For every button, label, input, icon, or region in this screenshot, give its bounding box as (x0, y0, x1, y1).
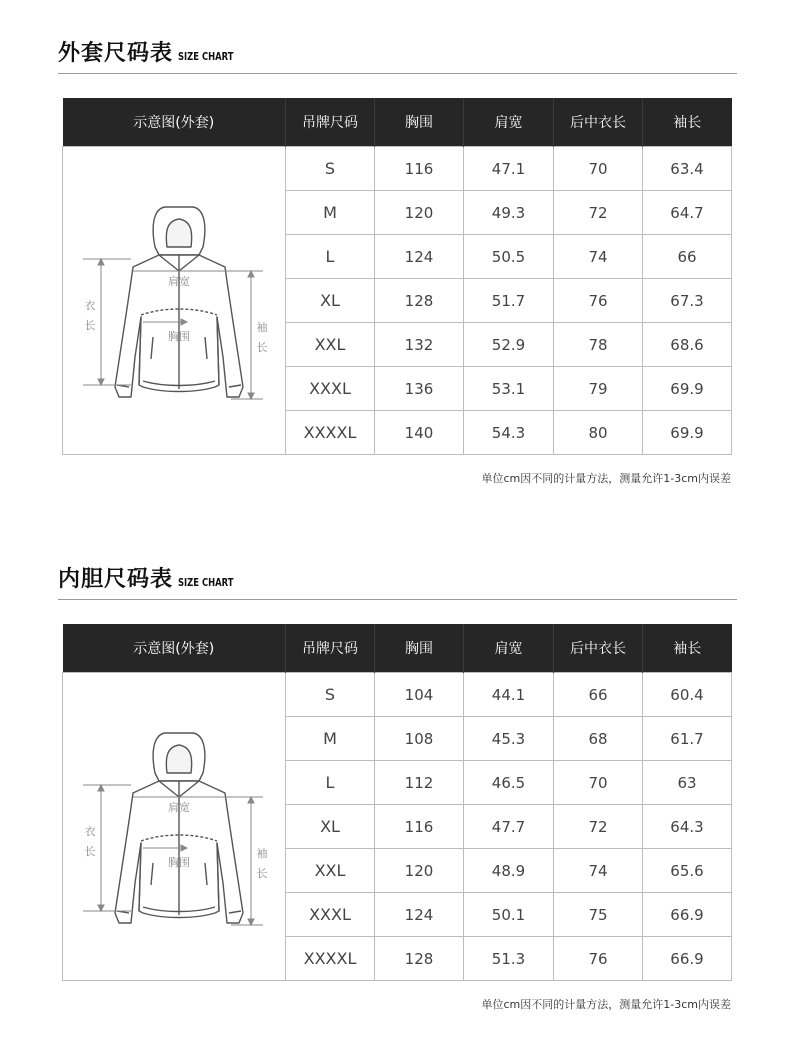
header-sleeve: 袖长 (643, 624, 732, 673)
jacket-diagram-cell (63, 673, 286, 981)
size-cell: S (286, 673, 375, 717)
header-shoulder: 肩宽 (464, 98, 554, 147)
shoulder-cell: 45.3 (464, 717, 554, 761)
header-length: 后中衣长 (554, 98, 643, 147)
chest-label: 胸围 (168, 856, 190, 869)
chest-label: 胸围 (168, 330, 190, 343)
chest-cell: 132 (375, 323, 464, 367)
length-label-2: 长 (84, 845, 96, 858)
shoulder-cell: 47.7 (464, 805, 554, 849)
length-cell: 74 (554, 849, 643, 893)
heading-divider (58, 599, 737, 600)
shoulder-cell: 53.1 (464, 367, 554, 411)
chest-cell: 140 (375, 411, 464, 455)
size-table (62, 624, 732, 981)
sleeve-label-2: 长 (256, 867, 268, 880)
section-subtitle: SIZE CHART (178, 50, 234, 63)
sleeve-cell: 69.9 (643, 367, 732, 411)
section-subtitle: SIZE CHART (178, 576, 234, 589)
shoulder-cell: 49.3 (464, 191, 554, 235)
header-sleeve: 袖长 (643, 98, 732, 147)
measurement-note: 单位cm因不同的计量方法，测量允许1-3cm内误差 (481, 998, 731, 1011)
chest-cell: 108 (375, 717, 464, 761)
size-cell: XXL (286, 849, 375, 893)
sleeve-cell: 67.3 (643, 279, 732, 323)
size-cell: M (286, 191, 375, 235)
length-cell: 75 (554, 893, 643, 937)
header-figure: 示意图(外套) (63, 624, 286, 673)
sleeve-label-1: 袖 (256, 321, 268, 334)
shoulder-cell: 47.1 (464, 147, 554, 191)
measurement-note: 单位cm因不同的计量方法，测量允许1-3cm内误差 (481, 472, 731, 485)
length-cell: 72 (554, 805, 643, 849)
length-cell: 80 (554, 411, 643, 455)
sleeve-cell: 65.6 (643, 849, 732, 893)
chest-cell: 120 (375, 849, 464, 893)
chest-cell: 128 (375, 937, 464, 981)
table-row (63, 673, 732, 717)
shoulder-label: 肩宽 (168, 275, 190, 288)
header-shoulder: 肩宽 (464, 624, 554, 673)
sleeve-cell: 68.6 (643, 323, 732, 367)
sleeve-cell: 63 (643, 761, 732, 805)
jacket-diagram (63, 673, 285, 979)
length-cell: 72 (554, 191, 643, 235)
header-chest: 胸围 (375, 98, 464, 147)
section-heading (58, 36, 243, 67)
size-cell: M (286, 717, 375, 761)
shoulder-cell: 44.1 (464, 673, 554, 717)
table-row (63, 147, 732, 191)
chest-cell: 116 (375, 147, 464, 191)
shoulder-cell: 51.3 (464, 937, 554, 981)
heading-divider (58, 73, 737, 74)
shoulder-cell: 46.5 (464, 761, 554, 805)
sleeve-cell: 66.9 (643, 893, 732, 937)
size-cell: S (286, 147, 375, 191)
chest-cell: 124 (375, 235, 464, 279)
length-label-1: 衣 (84, 299, 96, 312)
chest-cell: 104 (375, 673, 464, 717)
length-cell: 76 (554, 937, 643, 981)
length-cell: 78 (554, 323, 643, 367)
section-heading (58, 562, 243, 593)
header-size: 吊牌尺码 (286, 624, 375, 673)
jacket-diagram (63, 147, 285, 453)
length-cell: 74 (554, 235, 643, 279)
shoulder-cell: 48.9 (464, 849, 554, 893)
size-cell: XXXXL (286, 937, 375, 981)
size-table (62, 98, 732, 455)
table-header-row (63, 98, 732, 147)
sleeve-cell: 64.3 (643, 805, 732, 849)
table-header-row (63, 624, 732, 673)
sleeve-cell: 66.9 (643, 937, 732, 981)
sleeve-cell: 64.7 (643, 191, 732, 235)
size-cell: XXL (286, 323, 375, 367)
size-cell: L (286, 761, 375, 805)
length-cell: 66 (554, 673, 643, 717)
chest-cell: 112 (375, 761, 464, 805)
size-cell: XXXL (286, 893, 375, 937)
length-cell: 70 (554, 147, 643, 191)
length-cell: 68 (554, 717, 643, 761)
section-title: 内胆尺码表 (58, 567, 174, 592)
length-label-1: 衣 (84, 825, 96, 838)
size-cell: XL (286, 279, 375, 323)
shoulder-cell: 50.5 (464, 235, 554, 279)
sleeve-cell: 60.4 (643, 673, 732, 717)
chest-cell: 124 (375, 893, 464, 937)
sleeve-cell: 69.9 (643, 411, 732, 455)
shoulder-cell: 50.1 (464, 893, 554, 937)
section-title: 外套尺码表 (58, 41, 174, 66)
header-figure: 示意图(外套) (63, 98, 286, 147)
sleeve-label-2: 长 (256, 341, 268, 354)
length-cell: 70 (554, 761, 643, 805)
shoulder-cell: 51.7 (464, 279, 554, 323)
length-cell: 79 (554, 367, 643, 411)
header-length: 后中衣长 (554, 624, 643, 673)
header-size: 吊牌尺码 (286, 98, 375, 147)
chest-cell: 120 (375, 191, 464, 235)
length-label-2: 长 (84, 319, 96, 332)
shoulder-cell: 54.3 (464, 411, 554, 455)
sleeve-cell: 61.7 (643, 717, 732, 761)
sleeve-label-1: 袖 (256, 847, 268, 860)
size-cell: XXXXL (286, 411, 375, 455)
chest-cell: 136 (375, 367, 464, 411)
shoulder-cell: 52.9 (464, 323, 554, 367)
shoulder-label: 肩宽 (168, 801, 190, 814)
header-chest: 胸围 (375, 624, 464, 673)
sleeve-cell: 63.4 (643, 147, 732, 191)
size-cell: L (286, 235, 375, 279)
chest-cell: 116 (375, 805, 464, 849)
chest-cell: 128 (375, 279, 464, 323)
size-cell: XXXL (286, 367, 375, 411)
jacket-diagram-cell (63, 147, 286, 455)
sleeve-cell: 66 (643, 235, 732, 279)
size-cell: XL (286, 805, 375, 849)
length-cell: 76 (554, 279, 643, 323)
